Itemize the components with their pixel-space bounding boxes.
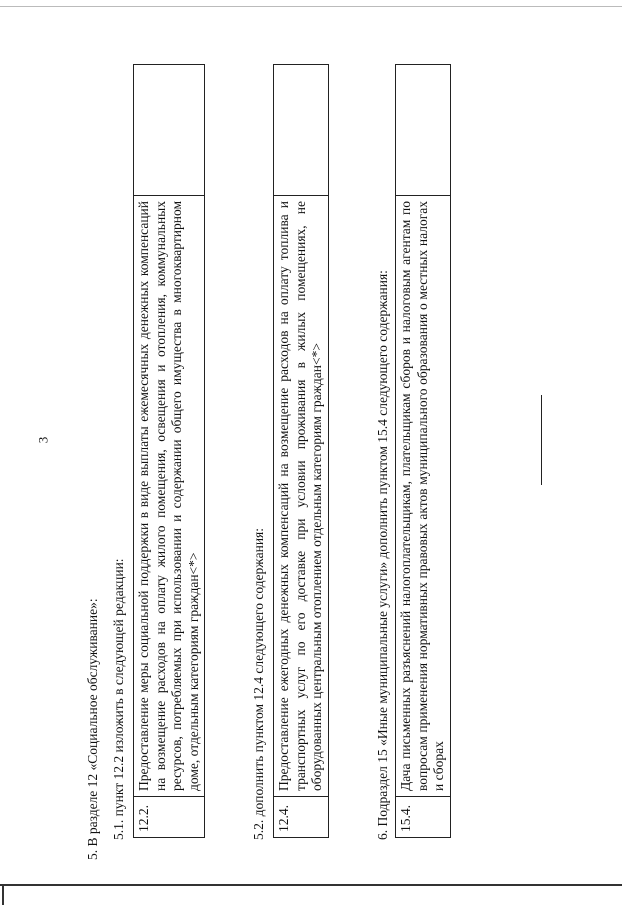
empty-cell — [134, 65, 205, 196]
scan-edge-bottom — [0, 884, 622, 889]
table-row — [134, 65, 205, 838]
empty-cell — [396, 65, 451, 196]
section-5-heading: 5. В разделе 12 «Социальное обслуживание»: — [85, 598, 100, 860]
row-number: 12.2. — [134, 797, 205, 838]
row-number: 12.4. — [274, 797, 329, 838]
row-text: Дача письменных разъяснений налогоплательщикам, плательщикам сборов и налоговым агентам по вопросам применения нормативных правовых актов муниципального образования о местных налогах и сборах — [396, 196, 451, 797]
table-row — [396, 65, 451, 838]
rotated-content — [85, 60, 605, 860]
item-5-1: 5.1. пункт 12.2 изложить в следующей редакции: — [111, 558, 126, 840]
empty-cell — [274, 65, 329, 196]
scan-edge-top — [0, 0, 622, 7]
scan-edge-mark — [2, 884, 4, 905]
row-text: Предоставление ежегодных денежных компенсаций на возмещение расходов на оплату топлива и транспортных услуг по его доставке при условии проживания в жилых помещениях, не оборудованных центральным отоплением отдельным категориям граждан<*> — [274, 196, 329, 797]
table-15-4 — [395, 64, 451, 838]
table-row — [274, 65, 329, 838]
table-12-4 — [273, 64, 329, 838]
page-number: 3 — [35, 436, 51, 444]
table-12-2 — [133, 64, 205, 838]
item-5-2: 5.2. дополнить пунктом 12.4 следующего содержания: — [251, 527, 266, 840]
row-number: 15.4. — [396, 797, 451, 838]
row-text: Предоставление меры социальной поддержки в виде выплаты ежемесячных денежных компенсаций на возмещение расходов на оплату жилого помещения, освещения и отопления, коммунальных ресурсов, потребляемых при использовании и содержании общего имущества в многоквартирном доме, отдельным категориям граждан<*> — [134, 196, 205, 797]
section-6-heading: 6. Подраздел 15 «Иные муниципальные услуги» дополнить пунктом 15.4 следующего содержания: — [375, 270, 390, 840]
